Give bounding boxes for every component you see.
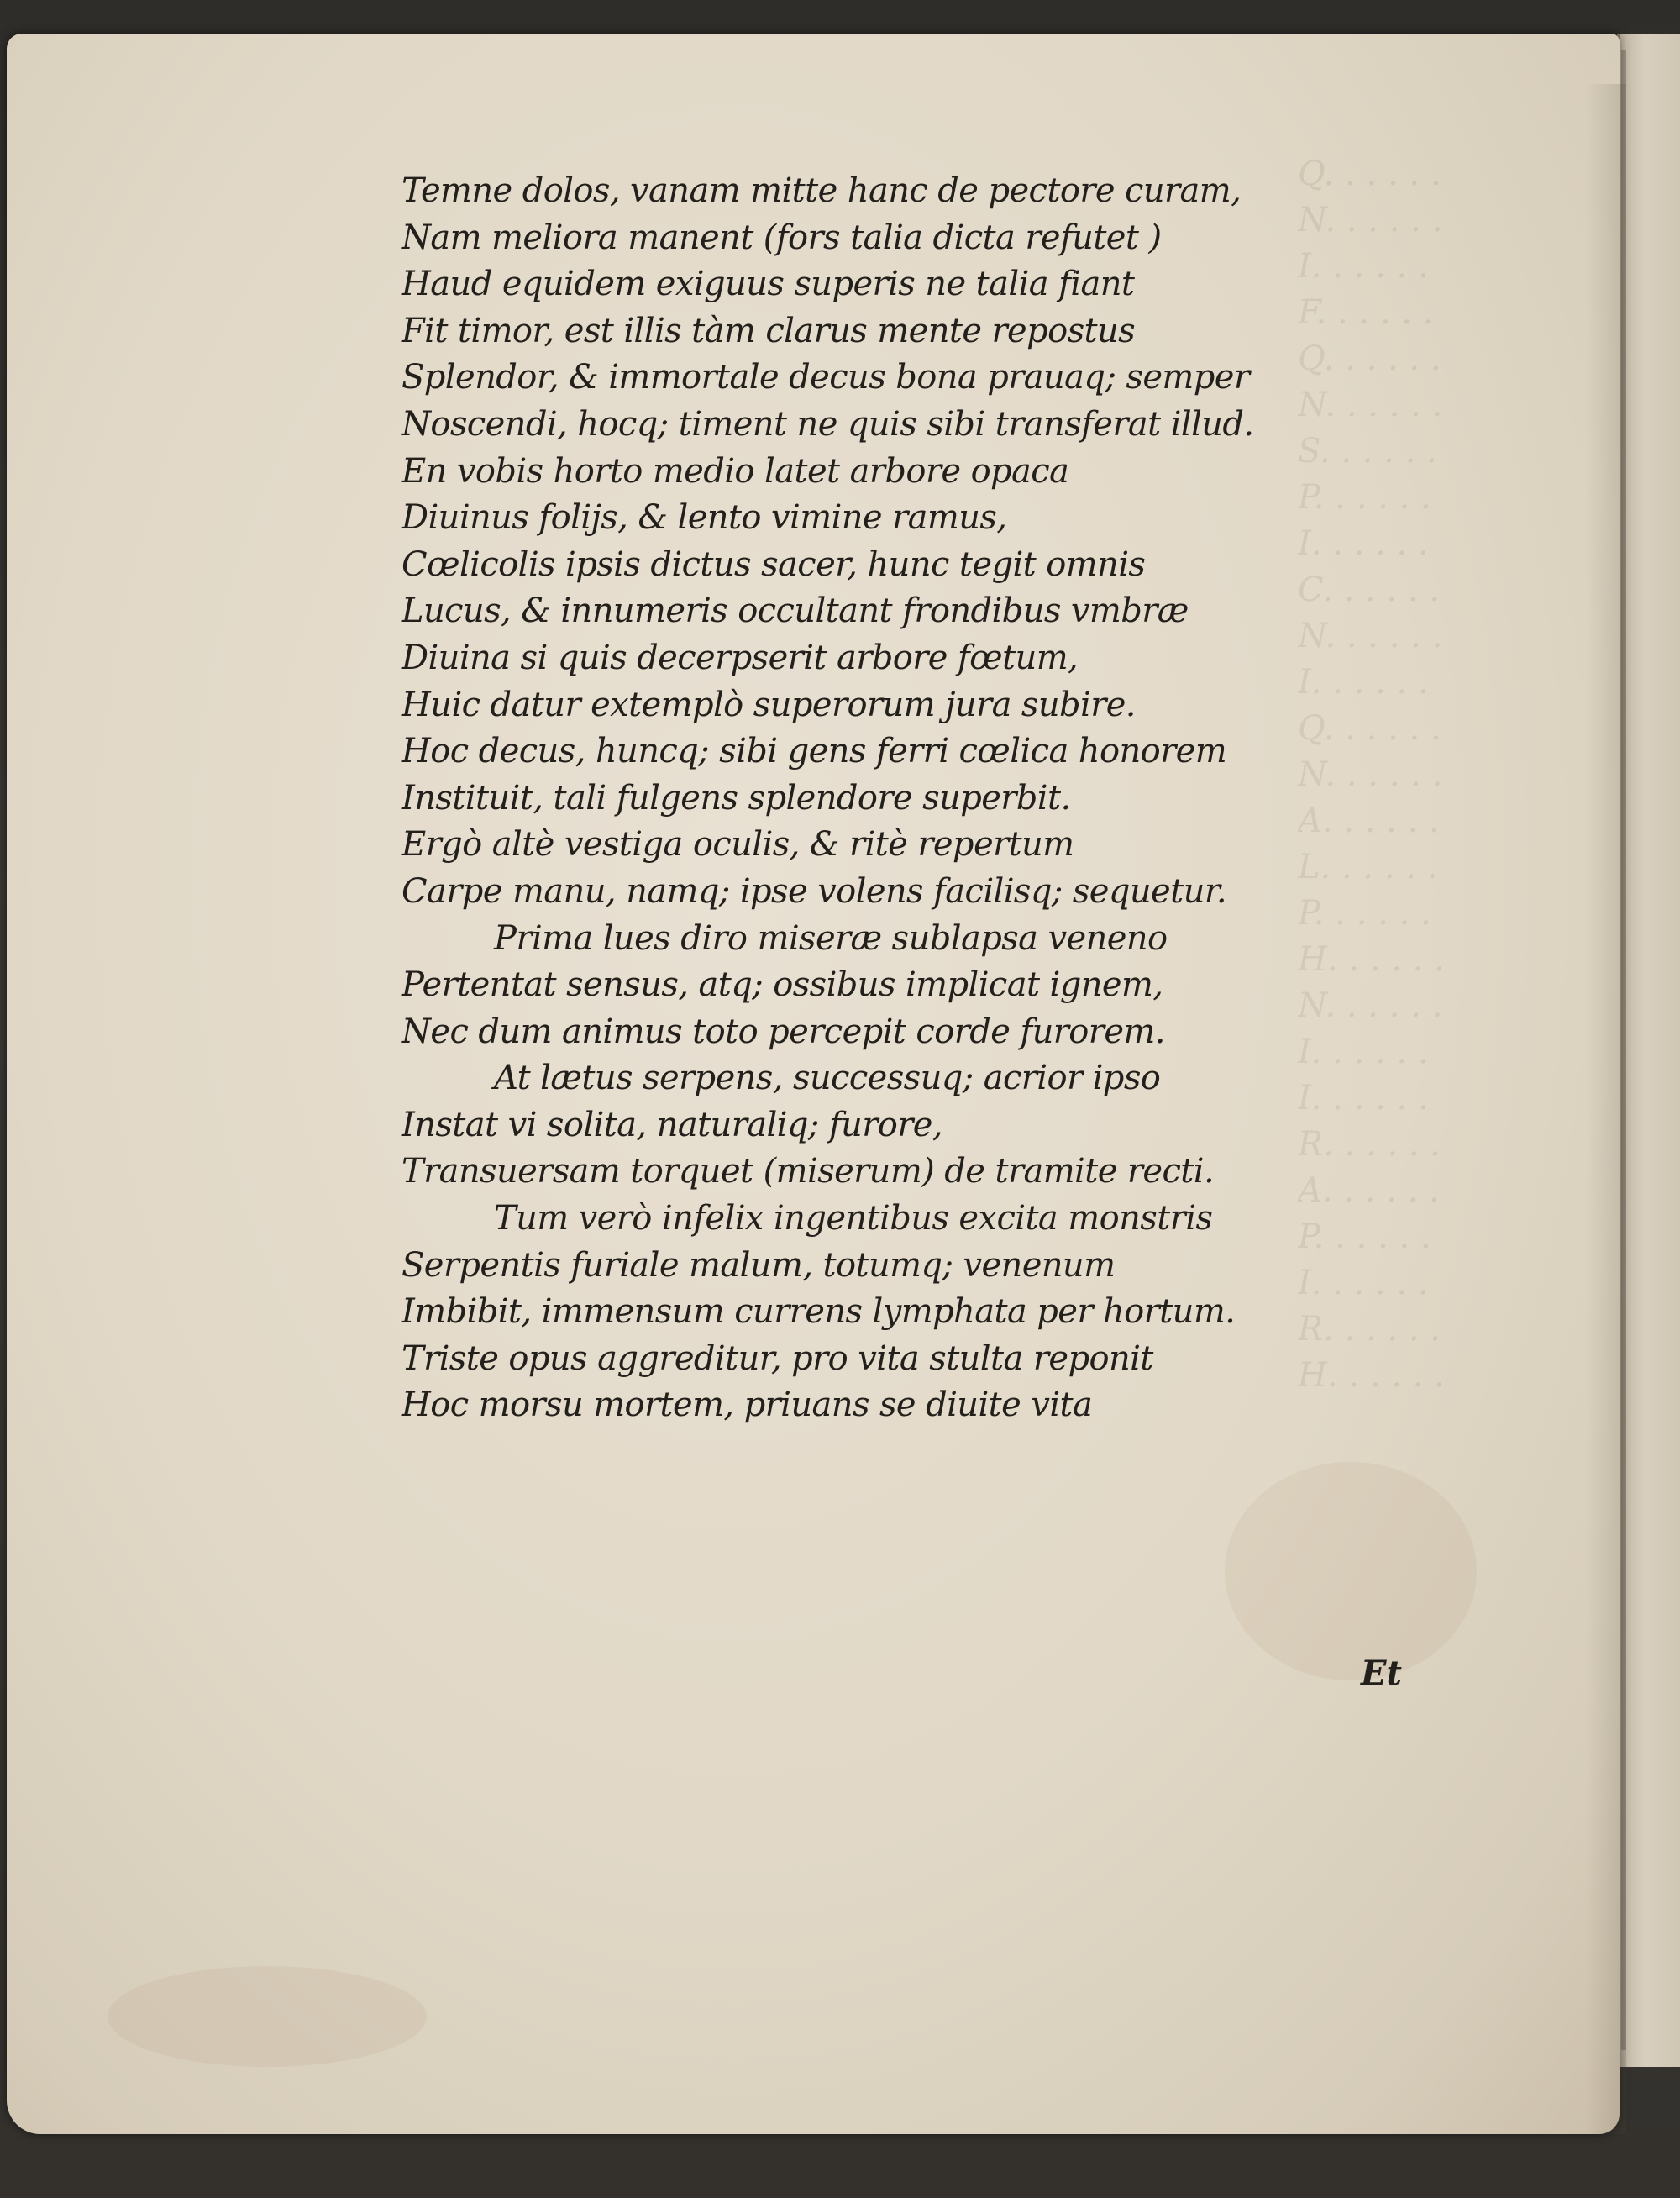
verse-line: Huic datur extemplò superorum jura subire. xyxy=(402,685,1136,724)
verse-line: Ergò altè vestiga oculis, & ritè repertum xyxy=(402,825,1074,865)
verse-line: Imbibit, immensum currens lymphata per hortum. xyxy=(402,1292,1236,1332)
verse-line: Nam meliora manent (fors talia dicta refutet ) xyxy=(402,218,1162,257)
verse-line: Fit timor, est illis tàm clarus mente repostus xyxy=(402,311,1136,350)
page-gutter-shadow xyxy=(1586,84,1626,2134)
verse-line: Carpe manu, namq; ipse volens facilisq; sequetur. xyxy=(402,871,1226,911)
catchword: Et xyxy=(1361,1654,1402,1693)
verse-line: Instat vi solita, naturaliq; furore, xyxy=(402,1105,942,1144)
verse-line-indented: Prima lues diro miseræ sublapsa veneno xyxy=(494,918,1168,958)
poem-verse-block xyxy=(402,168,1334,1429)
verse-line: Lucus, & innumeris occultant frondibus vmbræ xyxy=(402,592,1189,631)
verse-line: Diuinus folijs, & lento vimine ramus, xyxy=(402,498,1007,538)
verse-line-indented: Tum verò infelix ingentibus excita monstris xyxy=(494,1199,1213,1238)
verse-line: Noscendi, hocq; timent ne quis sibi transferat illud. xyxy=(402,404,1254,444)
verse-line: En vobis horto medio latet arbore opaca xyxy=(402,451,1069,491)
verse-line: Haud equidem exiguus superis ne talia fiant xyxy=(402,265,1135,304)
verse-line: Serpentis furiale malum, totumq; venenum xyxy=(402,1245,1116,1285)
verse-line: Pertentat sensus, atq; ossibus implicat ignem, xyxy=(402,965,1163,1005)
verse-line: Splendor, & immortale decus bona prauaq; semper xyxy=(402,358,1250,397)
facing-page-edge xyxy=(1617,34,1680,2067)
verse-line-indented: At lætus serpens, successuq; acrior ipso xyxy=(494,1059,1161,1098)
paper-stain xyxy=(108,1966,427,2067)
verse-line: Hoc morsu mortem, priuans se diuite vita xyxy=(402,1386,1093,1425)
verse-line: Cœlicolis ipsis dictus sacer, hunc tegit omnis xyxy=(402,544,1146,584)
paper-stain xyxy=(1225,1462,1477,1680)
verse-line: Hoc decus, huncq; sibi gens ferri cœlica honorem xyxy=(402,732,1227,771)
verse-line: Diuina si quis decerpserit arbore fœtum, xyxy=(402,638,1079,677)
verse-line: Triste opus aggreditur, pro vita stulta reponit xyxy=(402,1338,1153,1378)
verse-line: Transuersam torquet (miserum) de tramite recti. xyxy=(402,1152,1215,1191)
verse-line: Instituit, tali fulgens splendore superbit. xyxy=(402,778,1071,818)
verse-line: Temne dolos, vanam mitte hanc de pectore curam, xyxy=(402,171,1242,210)
verse-line: Nec dum animus toto percepit corde furorem. xyxy=(402,1012,1165,1051)
